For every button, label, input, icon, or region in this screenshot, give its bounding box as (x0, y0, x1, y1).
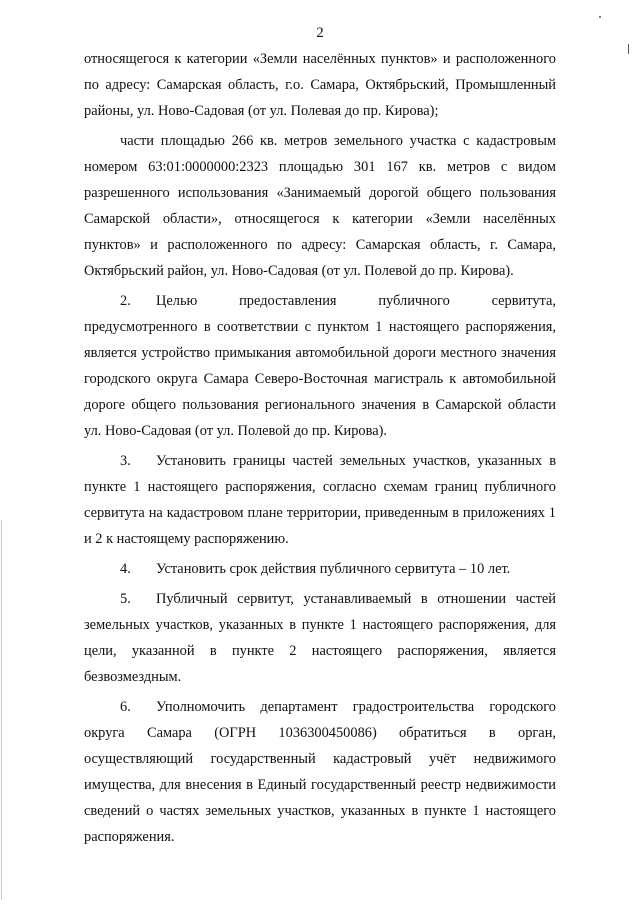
scan-edge-line (1, 520, 2, 900)
item-number: 3. (120, 453, 131, 469)
paragraph-item-2 (84, 288, 556, 444)
item-number: 5. (120, 591, 131, 607)
paragraph-item-4 (84, 556, 556, 582)
scan-speck (628, 44, 629, 54)
item-number: 2. (120, 293, 131, 309)
paragraph-item-3 (84, 448, 556, 552)
item-number: 6. (120, 699, 131, 715)
item-number: 4. (120, 561, 131, 577)
paragraph-text: части площадью 266 кв. метров земельного участка с кадастровым номером 63:01:0000000:2323 площадью 301 167 кв. метров с видом разрешенного использования «Занимаемый дорогой общего пользования Самарской области», относящегося к категории «Земли населённых пунктов» и расположенного по адресу: Самарская область, г. Самара, Октябрьский район, ул. Ново-Садовая (от ул. Полевой до пр. Кирова). (84, 133, 556, 279)
paragraph-text: Уполномочить департамент градостроительства городского округа Самара (ОГРН 1036300450086) обратиться в орган, осуществляющий государственный кадастровый учёт недвижимого имущества, для внесения в Единый государственный реестр недвижимости сведений о частях земельных участков, указанных в пункте 1 настоящего распоряжения. (84, 699, 556, 845)
paragraph-text: Установить границы частей земельных участков, указанных в пункте 1 настоящего распоряжения, согласно схемам границ публичного сервитута на кадастровом плане территории, приведенным в приложениях 1 и 2 к настоящему распоряжению. (84, 453, 556, 547)
paragraph-text: Целью предоставления публичного сервитута, предусмотренного в соответствии с пунктом 1 настоящего распоряжения, является устройство примыкания автомобильной дороги местного значения городского округа Самара Северо-Восточная магистраль к автомобильной дороге общего пользования регионального значения в Самарской области ул. Ново-Садовая (от ул. Полевой до пр. Кирова). (84, 293, 556, 439)
paragraph-land-part (84, 128, 556, 284)
page-number: 2 (316, 25, 324, 41)
paragraph-text: относящегося к категории «Земли населённых пунктов» и расположенного по адресу: Самарская область, г.о. Самара, Октябрьский, Промышленный районы, ул. Ново-Садовая (от ул. Полевая до пр. Кирова); (84, 51, 556, 119)
paragraph-item-6 (84, 694, 556, 850)
paragraph-item-5 (84, 586, 556, 690)
document-body (84, 46, 556, 854)
paragraph-text: Публичный сервитут, устанавливаемый в отношении частей земельных участков, указанных в пункте 1 настоящего распоряжения, для цели, указанной в пункте 2 настоящего распоряжения, является безвозмездным. (84, 591, 556, 685)
scan-speck (599, 16, 601, 18)
paragraph-continuation (84, 46, 556, 124)
paragraph-text: Установить срок действия публичного сервитута – 10 лет. (156, 561, 511, 577)
